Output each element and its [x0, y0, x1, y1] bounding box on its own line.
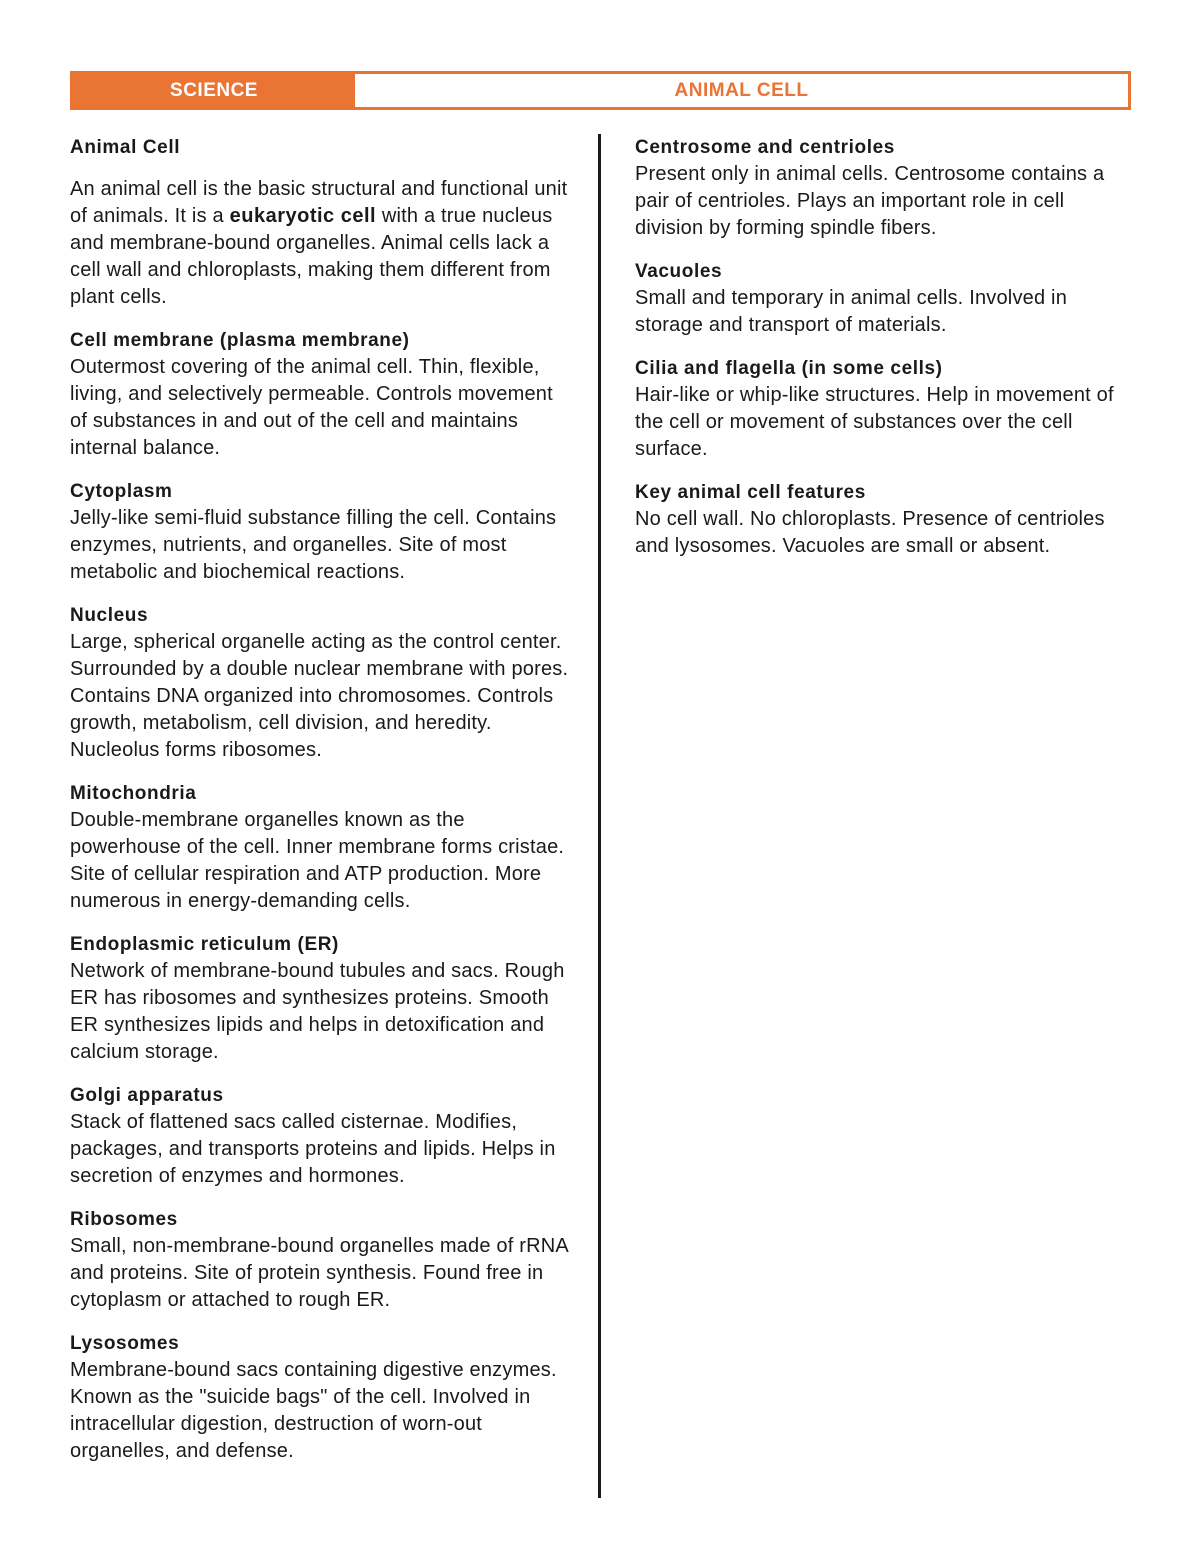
intro-text [70, 176, 570, 311]
intro-section [70, 134, 570, 311]
intro-bold-term: eukaryotic cell [229, 205, 377, 227]
section-title: Centrosome and centrioles [635, 137, 895, 158]
right-column [635, 134, 1135, 576]
section-title: Ribosomes [70, 1209, 178, 1230]
section-body: Small, non-membrane-bound organelles made of rRNA and proteins. Site of protein synthesis. Found free in cytoplasm or attached to rough ER. [70, 1235, 568, 1311]
section-title: Cell membrane (plasma membrane) [70, 330, 410, 351]
section-vacuoles [635, 258, 1135, 339]
section-title: Lysosomes [70, 1333, 180, 1354]
section-title: Key animal cell features [635, 482, 866, 503]
section-cytoplasm [70, 478, 570, 586]
section-body: Double-membrane organelles known as the powerhouse of the cell. Inner membrane forms cristae. Site of cellular respiration and ATP production. More numerous in energy-demanding cells. [70, 809, 565, 912]
section-title: Golgi apparatus [70, 1085, 224, 1106]
section-golgi-apparatus [70, 1082, 570, 1190]
section-body: Present only in animal cells. Centrosome contains a pair of centrioles. Plays an important role in cell division by forming spindle fibers. [635, 163, 1105, 239]
header-bar [70, 71, 1131, 110]
section-nucleus [70, 602, 570, 764]
subject-label: SCIENCE [73, 74, 355, 107]
section-body: Jelly-like semi-fluid substance filling the cell. Contains enzymes, nutrients, and organelles. Site of most metabolic and biochemical reactions. [70, 507, 557, 583]
section-title: Cilia and flagella (in some cells) [635, 358, 943, 379]
section-mitochondria [70, 780, 570, 915]
section-cell-membrane [70, 327, 570, 462]
section-ribosomes [70, 1206, 570, 1314]
section-body: Stack of flattened sacs called cisternae. Modifies, packages, and transports proteins and lipids. Helps in secretion of enzymes and hormones. [70, 1111, 556, 1187]
section-centrosome [635, 134, 1135, 242]
section-body: Hair-like or whip-like structures. Help in movement of the cell or movement of substances over the cell surface. [635, 384, 1114, 460]
section-body: Membrane-bound sacs containing digestive enzymes. Known as the "suicide bags" of the cell. Involved in intracellular digestion, destruction of worn-out organelles, and defense. [70, 1359, 557, 1462]
column-divider [598, 134, 601, 1498]
section-title: Nucleus [70, 605, 149, 626]
section-title: Vacuoles [635, 261, 723, 282]
intro-text-after: with a true nucleus and membrane-bound organelles. Animal cells lack a cell wall and chloroplasts, making them different from plant cells. [70, 205, 553, 308]
section-title: Mitochondria [70, 783, 197, 804]
intro-title: Animal Cell [70, 137, 181, 158]
section-cilia-flagella [635, 355, 1135, 463]
section-title: Endoplasmic reticulum (ER) [70, 934, 339, 955]
left-column [70, 134, 570, 1481]
section-body: Network of membrane-bound tubules and sacs. Rough ER has ribosomes and synthesizes proteins. Smooth ER synthesizes lipids and helps in detoxification and calcium storage. [70, 960, 565, 1063]
section-title: Cytoplasm [70, 481, 173, 502]
section-body: Outermost covering of the animal cell. Thin, flexible, living, and selectively permeable. Controls movement of substances in and out of the cell and maintains internal balance. [70, 356, 553, 459]
topic-title: ANIMAL CELL [674, 79, 809, 101]
section-lysosomes [70, 1330, 570, 1465]
intro-text-before: An animal cell is the basic structural and functional unit of animals. It is a [70, 178, 568, 227]
section-endoplasmic-reticulum [70, 931, 570, 1066]
section-body: Large, spherical organelle acting as the control center. Surrounded by a double nuclear membrane with pores. Contains DNA organized into chromosomes. Controls growth, metabolism, cell division, and heredity. Nucleolus forms ribosomes. [70, 631, 569, 761]
section-body: Small and temporary in animal cells. Involved in storage and transport of materials. [635, 287, 1068, 336]
section-body: No cell wall. No chloroplasts. Presence of centrioles and lysosomes. Vacuoles are small or absent. [635, 508, 1105, 557]
section-key-features [635, 479, 1135, 560]
